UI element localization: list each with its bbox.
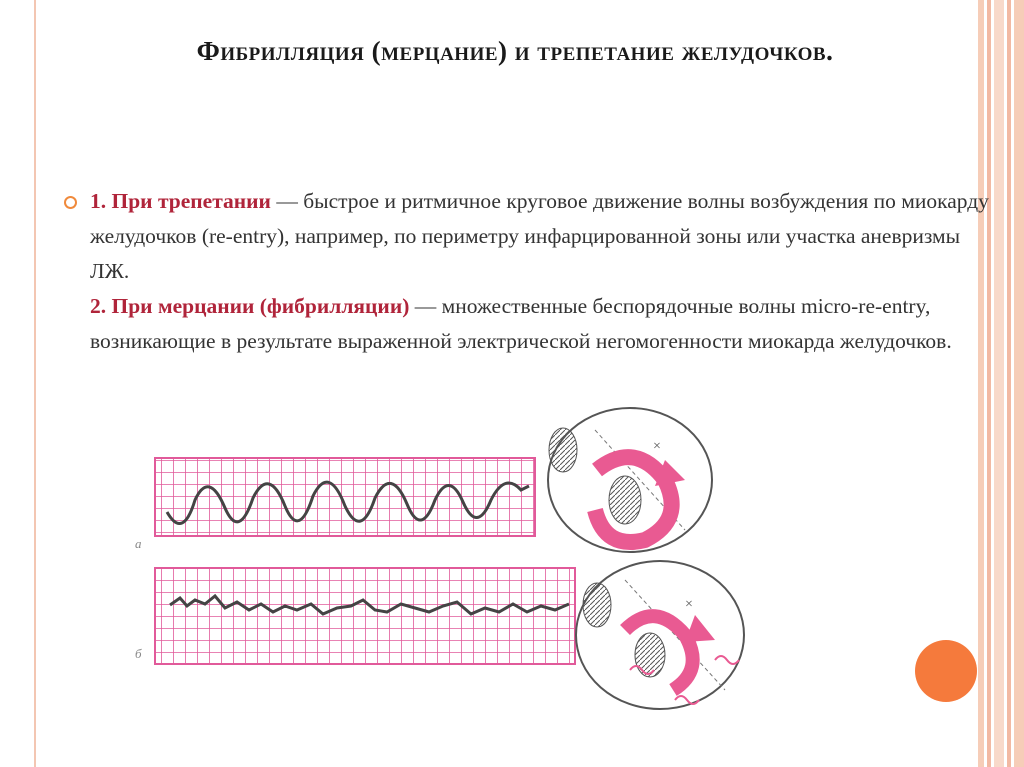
ecg-figure-svg bbox=[125, 400, 765, 735]
x-mark-icon: × bbox=[653, 439, 661, 454]
strip-b-label: б bbox=[135, 646, 142, 661]
x-mark-icon: × bbox=[685, 597, 693, 612]
item2-text: — множественные беспорядочные волны micro-re-entry, возникающие в результате выраженной электрической негомогенности миокарда желудочков. bbox=[90, 294, 952, 353]
ecg-strip-a bbox=[135, 458, 535, 551]
ecg-illustration bbox=[125, 400, 765, 735]
item1-label: 1. При трепетании bbox=[90, 189, 271, 213]
bullet-icon bbox=[64, 196, 77, 209]
decorative-orange-circle bbox=[915, 640, 977, 702]
decorative-side-stripes bbox=[978, 0, 1024, 767]
item2-label: 2. При мерцании (фибрилляции) bbox=[90, 294, 410, 318]
left-frame-line bbox=[34, 0, 36, 767]
strip-a-label: а bbox=[135, 536, 142, 551]
slide-title: Фибрилляция (мерцание) и трепетание желудочков. bbox=[196, 36, 834, 66]
item1-text: — быстрое и ритмичное круговое движение волны возбуждения по миокарду желудочков (re-entry), например, по периметру инфарцированной зоны или участка аневризмы ЛЖ. bbox=[90, 189, 989, 283]
heart-diagram-fibrillation bbox=[576, 561, 744, 709]
ecg-strip-b bbox=[135, 568, 575, 664]
body-paragraph bbox=[90, 184, 990, 359]
heart-diagram-flutter bbox=[548, 408, 712, 552]
